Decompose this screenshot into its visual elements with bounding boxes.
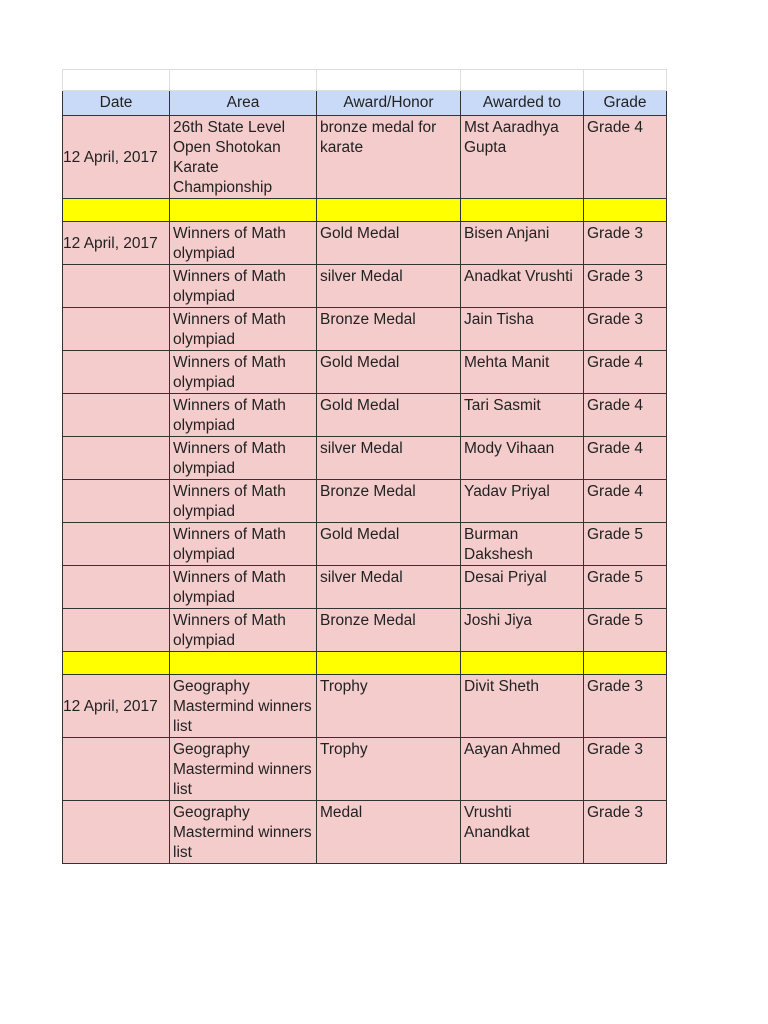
cell-area: Winners of Math olympiad [170,351,317,394]
separator-cell [317,652,461,675]
cell-award: bronze medal for karate [317,116,461,199]
cell-area: Winners of Math olympiad [170,523,317,566]
table-row [63,351,667,394]
separator-cell [63,199,170,222]
cell-award: Trophy [317,738,461,801]
separator-cell [584,652,667,675]
cell-area: Winners of Math olympiad [170,394,317,437]
cell-date [63,609,170,652]
table-row [63,394,667,437]
cell-date [63,480,170,523]
cell-award: silver Medal [317,566,461,609]
blank-cell [584,70,667,91]
cell-grade: Grade 3 [584,738,667,801]
cell-area: 26th State Level Open Shotokan Karate Championship [170,116,317,199]
cell-grade: Grade 4 [584,480,667,523]
cell-grade: Grade 4 [584,437,667,480]
separator-cell [461,199,584,222]
cell-awarded-to: Bisen Anjani [461,222,584,265]
separator-cell [317,199,461,222]
cell-date: 12 April, 2017 [63,675,170,738]
cell-grade: Grade 4 [584,116,667,199]
cell-area: Winners of Math olympiad [170,480,317,523]
cell-awarded-to: Mody Vihaan [461,437,584,480]
blank-cell [317,70,461,91]
header-grade: Grade [584,91,667,116]
awards-table-body [63,70,667,864]
cell-area: Winners of Math olympiad [170,265,317,308]
cell-area: Winners of Math olympiad [170,437,317,480]
table-row [63,801,667,864]
table-row [63,222,667,265]
separator-cell [170,652,317,675]
table-row [63,265,667,308]
table-row [63,675,667,738]
separator-cell [584,199,667,222]
cell-area: Geography Mastermind winners list [170,738,317,801]
cell-award: Gold Medal [317,351,461,394]
awards-table [62,69,667,864]
cell-grade: Grade 5 [584,609,667,652]
cell-date [63,566,170,609]
blank-cell [461,70,584,91]
blank-cell [63,70,170,91]
cell-date [63,801,170,864]
table-row [63,437,667,480]
cell-award: Gold Medal [317,394,461,437]
separator-row [63,652,667,675]
cell-awarded-to: Vrushti Anandkat [461,801,584,864]
separator-cell [170,199,317,222]
cell-date [63,265,170,308]
cell-area: Geography Mastermind winners list [170,801,317,864]
cell-date [63,308,170,351]
cell-awarded-to: Burman Dakshesh [461,523,584,566]
cell-award: Bronze Medal [317,308,461,351]
cell-grade: Grade 3 [584,222,667,265]
cell-date [63,523,170,566]
cell-award: Bronze Medal [317,480,461,523]
cell-grade: Grade 4 [584,394,667,437]
cell-awarded-to: Aayan Ahmed [461,738,584,801]
header-award: Award/Honor [317,91,461,116]
cell-grade: Grade 3 [584,308,667,351]
table-row [63,566,667,609]
cell-awarded-to: Divit Sheth [461,675,584,738]
cell-award: Trophy [317,675,461,738]
cell-awarded-to: Mehta Manit [461,351,584,394]
header-area: Area [170,91,317,116]
separator-row [63,199,667,222]
separator-cell [461,652,584,675]
cell-grade: Grade 4 [584,351,667,394]
cell-date: 12 April, 2017 [63,116,170,199]
cell-date: 12 April, 2017 [63,222,170,265]
cell-grade: Grade 5 [584,566,667,609]
table-row [63,609,667,652]
cell-awarded-to: Jain Tisha [461,308,584,351]
cell-grade: Grade 5 [584,523,667,566]
separator-cell [63,652,170,675]
cell-date [63,351,170,394]
cell-award: Gold Medal [317,222,461,265]
cell-area: Geography Mastermind winners list [170,675,317,738]
header-awarded-to: Awarded to [461,91,584,116]
table-row [63,738,667,801]
table-row [63,308,667,351]
cell-awarded-to: Desai Priyal [461,566,584,609]
blank-row [63,70,667,91]
cell-area: Winners of Math olympiad [170,566,317,609]
cell-award: silver Medal [317,437,461,480]
cell-awarded-to: Yadav Priyal [461,480,584,523]
cell-area: Winners of Math olympiad [170,609,317,652]
cell-award: Medal [317,801,461,864]
cell-grade: Grade 3 [584,801,667,864]
cell-date [63,738,170,801]
cell-awarded-to: Mst Aaradhya Gupta [461,116,584,199]
cell-awarded-to: Joshi Jiya [461,609,584,652]
table-row [63,480,667,523]
header-row [63,91,667,116]
table-row [63,116,667,199]
cell-awarded-to: Anadkat Vrushti [461,265,584,308]
cell-award: silver Medal [317,265,461,308]
cell-awarded-to: Tari Sasmit [461,394,584,437]
cell-area: Winners of Math olympiad [170,308,317,351]
header-date: Date [63,91,170,116]
cell-area: Winners of Math olympiad [170,222,317,265]
cell-date [63,437,170,480]
cell-award: Gold Medal [317,523,461,566]
table-row [63,523,667,566]
cell-grade: Grade 3 [584,675,667,738]
cell-award: Bronze Medal [317,609,461,652]
cell-date [63,394,170,437]
cell-grade: Grade 3 [584,265,667,308]
blank-cell [170,70,317,91]
